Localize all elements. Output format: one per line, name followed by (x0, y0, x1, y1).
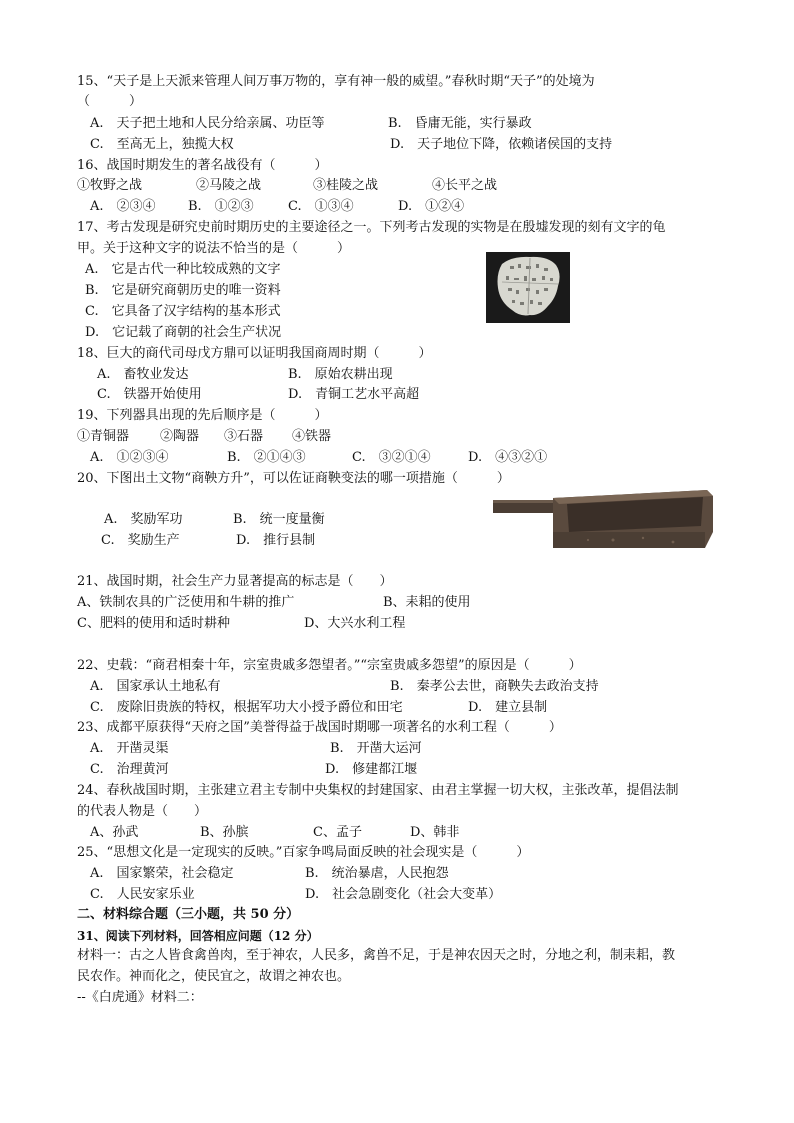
q16-item-4: ④长平之战 (432, 178, 498, 193)
q19-option-c: C. ③②①④ (352, 450, 431, 465)
q17-stem-line2: 甲。关于这种文字的说法不恰当的是（ ） (77, 241, 351, 256)
q20-option-b: B. 统一度量衡 (233, 512, 325, 527)
material1-line2: 民农作。神而化之，使民宜之，故谓之神农也。 (77, 969, 351, 984)
q16-option-b: B. ①②③ (188, 199, 254, 214)
q21-option-d: D、大兴水利工程 (304, 616, 406, 631)
material1-line1: 材料一：古之人皆食禽兽肉，至于神农，人民多，禽兽不足，于是神农因天之时，分地之利，制耒耜，教 (77, 948, 676, 963)
q23-option-d: D. 修建都江堰 (325, 762, 418, 777)
q16-item-2: ②马陵之战 (196, 178, 262, 193)
q16-item-3: ③桂陵之战 (313, 178, 379, 193)
q15-option-a: A. 天子把土地和人民分给亲属、功臣等 (90, 116, 325, 131)
section2-title: 二、材料综合题（三小题，共 50 分） (77, 907, 300, 922)
q19-item-2: ②陶器 (160, 429, 200, 444)
q16-option-c: C. ①③④ (288, 199, 354, 214)
q23-option-a: A. 开凿灵渠 (90, 741, 169, 756)
q19-item-1: ①青铜器 (77, 429, 130, 444)
q17-option-b: B. 它是研究商朝历史的唯一资料 (85, 283, 281, 298)
q15-option-d: D. 天子地位下降，依赖诸侯国的支持 (390, 137, 613, 152)
q23-stem: 23、成都平原获得“天府之国”美誉得益于战国时期哪一项著名的水利工程（ ） (77, 720, 562, 735)
q25-option-d: D. 社会急剧变化（社会大变革） (305, 887, 502, 902)
q17-option-c: C. 它具备了汉字结构的基本形式 (85, 304, 281, 319)
q16-option-a: A. ②③④ (90, 199, 156, 214)
q22-stem: 22、史载：“商君相秦十年，宗室贵戚多怨望者。”“宗室贵戚多怨望”的原因是（ ） (77, 658, 582, 673)
q24-stem-line1: 24、春秋战国时期，主张建立君主专制中央集权的封建国家、由君主掌握一切大权，主张改革，提倡法制 (77, 783, 679, 798)
q18-option-c: C. 铁器开始使用 (97, 387, 202, 402)
q18-option-a: A. 畜牧业发达 (97, 367, 189, 382)
q19-option-b: B. ②①④③ (227, 450, 306, 465)
q20-option-d: D. 推行县制 (236, 533, 316, 548)
q23-option-c: C. 治理黄河 (90, 762, 169, 777)
material1-source: --《白虎通》材料二： (77, 990, 203, 1005)
q24-option-c: C、孟子 (313, 825, 362, 840)
q15-blank: （ ） (77, 94, 143, 109)
q16-item-1: ①牧野之战 (77, 178, 143, 193)
q22-option-c: C. 废除旧贵族的特权，根据军功大小授予爵位和田宅 (90, 700, 403, 715)
q15-stem: 15、“天子是上天派来管理人间万事万物的，享有神一般的威望。”春秋时期“天子”的处境为 (77, 74, 595, 89)
q23-option-b: B. 开凿大运河 (330, 741, 422, 756)
q24-stem-line2: 的代表人物是（ ） (77, 804, 208, 819)
q25-option-a: A. 国家繁荣，社会稳定 (90, 866, 234, 881)
q19-option-d: D. ④③②① (468, 450, 548, 465)
q17-option-d: D. 它记载了商朝的社会生产状况 (85, 325, 282, 340)
q31-stem: 31、阅读下列材料，回答相应问题（12 分） (77, 929, 319, 943)
q20-option-c: C. 奖励生产 (101, 533, 180, 548)
q21-option-c: C、肥料的使用和适时耕种 (77, 616, 230, 631)
q20-option-a: A. 奖励军功 (104, 512, 183, 527)
q16-stem: 16、战国时期发生的著名战役有（ ） (77, 158, 328, 173)
q24-option-b: B、孙膑 (200, 825, 249, 840)
q21-option-a: A、铁制农具的广泛使用和牛耕的推广 (77, 595, 295, 610)
q17-stem-line1: 17、考古发现是研究史前时期历史的主要途径之一。下列考古发现的实物是在殷墟发现的刻有文字的龟 (77, 220, 666, 235)
q18-option-b: B. 原始农耕出现 (288, 367, 393, 382)
q21-stem: 21、战国时期，社会生产力显著提高的标志是（ ） (77, 574, 393, 589)
q25-stem: 25、“思想文化是一定现实的反映。”百家争鸣局面反映的社会现实是（ ） (77, 845, 530, 860)
q20-stem: 20、下图出土文物“商鞅方升”，可以佐证商鞅变法的哪一项措施（ ） (77, 471, 510, 486)
q25-option-c: C. 人民安家乐业 (90, 887, 195, 902)
q19-stem: 19、下列器具出现的先后顺序是（ ） (77, 408, 328, 423)
q22-option-b: B. 秦孝公去世，商鞅失去政治支持 (390, 679, 599, 694)
q18-option-d: D. 青铜工艺水平高超 (288, 387, 420, 402)
q19-item-4: ④铁器 (292, 429, 332, 444)
q19-item-3: ③石器 (224, 429, 264, 444)
q22-option-a: A. 国家承认土地私有 (90, 679, 221, 694)
q16-option-d: D. ①②④ (398, 199, 465, 214)
q25-option-b: B. 统治暴虐，人民抱怨 (305, 866, 449, 881)
q21-option-b: B、耒耜的使用 (383, 595, 471, 610)
q24-option-a: A、孙武 (90, 825, 139, 840)
q19-option-a: A. ①②③④ (90, 450, 169, 465)
q17-option-a: A. 它是古代一种比较成熟的文字 (85, 262, 281, 277)
q24-option-d: D、韩非 (410, 825, 460, 840)
q15-option-b: B. 昏庸无能，实行暴政 (388, 116, 532, 131)
oracle-bone-image (486, 252, 570, 323)
q22-option-d: D. 建立县制 (468, 700, 548, 715)
q15-option-c: C. 至高无上，独揽大权 (90, 137, 234, 152)
q18-stem: 18、巨大的商代司母戊方鼎可以证明我国商周时期（ ） (77, 346, 432, 361)
shang-yang-measure-image (493, 488, 715, 551)
